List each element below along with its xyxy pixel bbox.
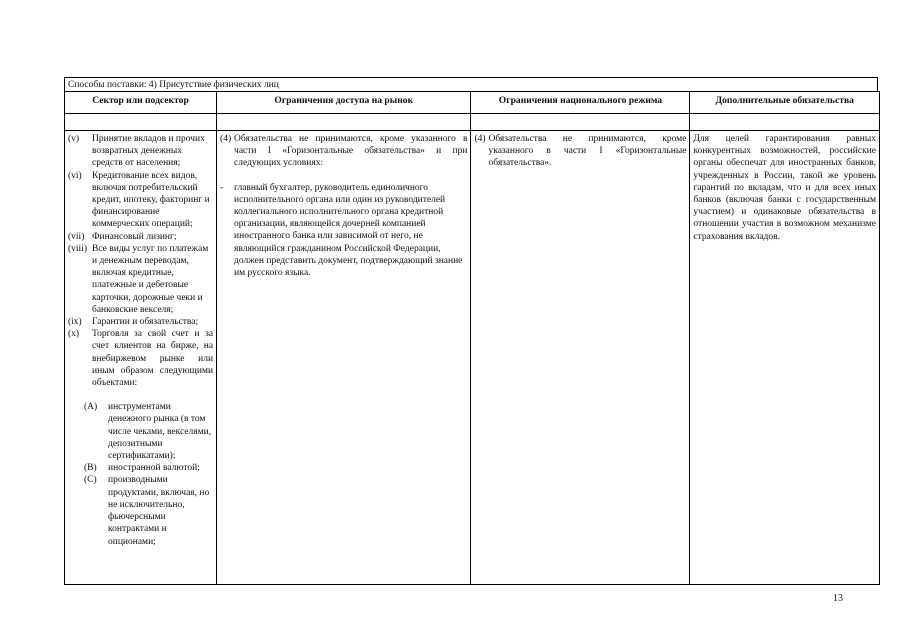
table-row: [65, 131, 880, 585]
list-item: (vii) Финансовый лизинг;: [68, 231, 177, 242]
header-sector: Сектор или подсектор: [65, 92, 217, 114]
list-item: (ix) Гарантии и обязательства;: [68, 317, 199, 328]
page-number: 13: [833, 593, 843, 604]
market-access-paragraph: (4) Обязательства не принимаются, кроме указанного в части I «Горизонтальные обязательства» и при следующих условиях:: [220, 134, 468, 169]
national-treatment-cell: [471, 131, 690, 585]
sub-list-item: (B) иностранной валютой;: [84, 463, 200, 474]
additional-paragraph: Для целей гарантирования равных конкурентных возможностей, российские органы обеспечат для иностранных банков, учрежденных в России, такой же уровень гарантий по вкладам, что и для всех иных банков (включая банки с государственным участием) и одинаковые обязательства в отношении участия в возможном механизме страхования вкладов.: [693, 134, 876, 242]
mode-of-supply: Способы поставки: 4) Присутствие физических лиц: [64, 77, 878, 91]
list-item: (viii) Все виды услуг по платежам и денежным переводам, включая кредитные, платежные и дебетовые карточки, дорожные чеки и банковские векселя;: [68, 243, 209, 315]
sub-list-item: (C) производными продуктами, включая, но не исключительно, фьючерсными контрактами и опционами;: [84, 475, 210, 547]
list-item: (x) Торговля за свой счет и за счет клиентов на бирже, на внебиржевом рынке или иным образом следующими объектами:: [68, 329, 214, 389]
sector-cell: [65, 131, 217, 585]
list-item: (v) Принятие вкладов и прочих возвратных денежных средств от населения;: [68, 134, 205, 169]
table-header-row: [65, 92, 880, 114]
national-treatment-paragraph: (4) Обязательства не принимаются, кроме указанного в части I «Горизонтальные обязательства».: [474, 134, 687, 169]
spacer-row: [65, 114, 880, 131]
list-item: (vi) Кредитование всех видов, включая потребительский кредит, ипотеку, факторинг и финансирование коммерческих операций;: [68, 170, 210, 230]
header-market-access: Ограничения доступа на рынок: [217, 92, 471, 114]
commitments-table: [64, 91, 880, 585]
additional-cell: [690, 131, 880, 585]
market-access-condition: - главный бухгалтер, руководитель единоличного исполнительного органа или один из руководителей коллегиального исполнительного органа кредитной организации, являющейся дочерней компанией иностранного банка или зависимой от него, не являющийся гражданином Российской Федерации, должен представить документ, подтверждающий знание им русского языка.: [220, 182, 463, 279]
market-access-cell: [217, 131, 471, 585]
sub-list-item: (A) инструментами денежного рынка (в том числе чеками, векселями, депозитными сертификатами);: [84, 402, 212, 462]
header-additional: Дополнительные обязательства: [690, 92, 880, 114]
header-national-treatment: Ограничения национального режима: [471, 92, 690, 114]
